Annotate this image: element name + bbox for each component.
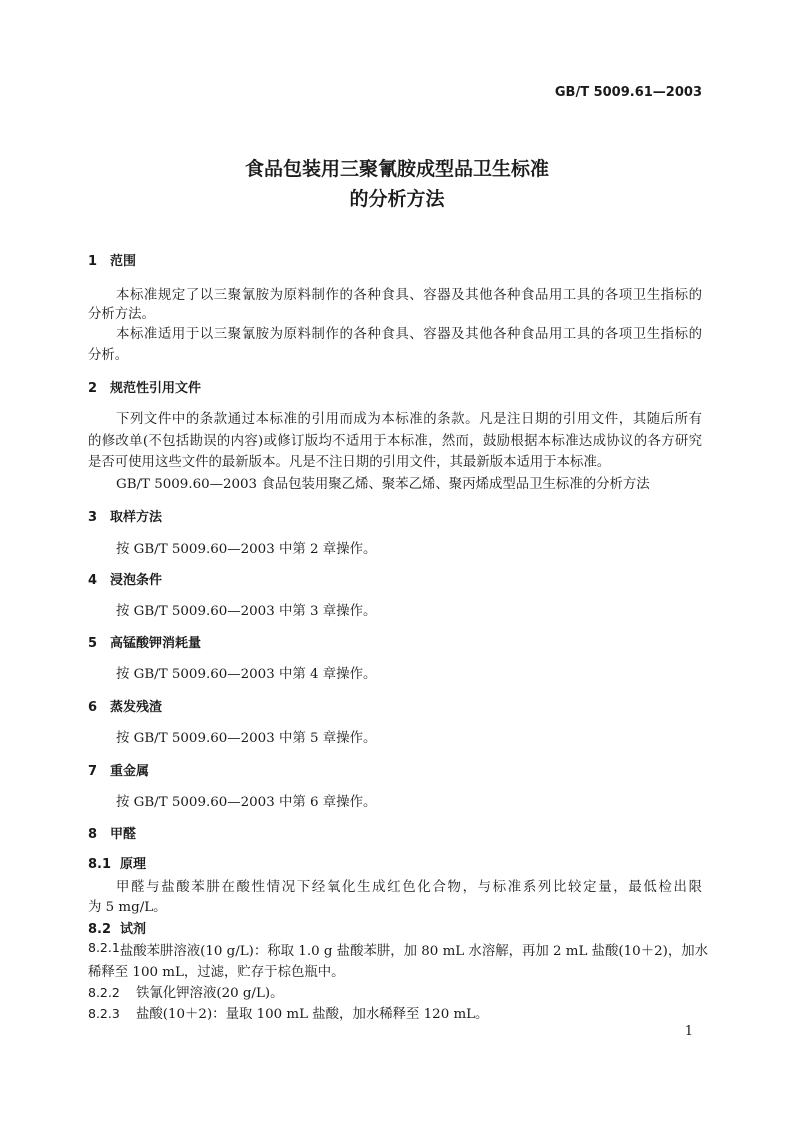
standard-code: GB/T 5009.61—2003 <box>554 85 702 100</box>
reagent-8-2-1 <box>88 940 708 959</box>
section-5-text: 按 GB/T 5009.60—2003 中第 4 章操作。 <box>116 667 377 682</box>
reagent-number: 8.2.3 <box>88 1006 120 1021</box>
subsection-title: 试剂 <box>120 922 147 937</box>
section-2-line-1: 下列文件中的条款通过本标准的引用而成为本标准的条款。凡是注日期的引用文件，其随后所有 <box>116 412 702 427</box>
section-3-text: 按 GB/T 5009.60—2003 中第 2 章操作。 <box>116 542 377 557</box>
section-2-line-2: 的修改单(不包括勘误的内容)或修订版均不适用于本标准，然而，鼓励根据本标准达成协议的各方研究 <box>88 434 702 449</box>
section-title: 取样方法 <box>110 510 163 525</box>
document-title-line-2: 的分析方法 <box>349 188 445 210</box>
reagent-8-2-1-line-2: 稀释至 100 mL，过滤，贮存于棕色瓶中。 <box>88 965 345 980</box>
subsection-number: 8.1 <box>88 857 112 872</box>
subsection-8-1-heading <box>88 853 146 872</box>
section-number: 4 <box>88 573 98 588</box>
section-title: 规范性引用文件 <box>110 381 202 396</box>
section-number: 5 <box>88 636 98 651</box>
reagent-number: 8.2.2 <box>88 985 120 1000</box>
reagent-text: 铁氰化钾溶液(20 g/L)。 <box>136 986 284 1001</box>
section-title: 浸泡条件 <box>110 573 163 588</box>
section-2-line-3: 是否可使用这些文件的最新版本。凡是不注日期的引用文件，其最新版本适用于本标准。 <box>88 455 611 470</box>
subsection-8-2-heading <box>88 918 146 937</box>
section-1-paragraph-1-line-2: 分析方法。 <box>88 307 155 322</box>
document-title-line-1: 食品包装用三聚氰胺成型品卫生标准 <box>244 158 549 180</box>
section-number: 6 <box>88 700 98 715</box>
section-title: 甲醛 <box>110 827 137 842</box>
section-number: 8 <box>88 827 98 842</box>
reagent-8-2-1-line-1: 盐酸苯肼溶液(10 g/L)：称取 1.0 g 盐酸苯肼，加 80 mL 水溶解，再加 2 mL 盐酸(10＋2)，加水 <box>119 944 708 959</box>
section-7-heading <box>88 760 149 779</box>
section-number: 2 <box>88 381 98 396</box>
section-6-heading <box>88 696 162 715</box>
section-5-heading <box>88 632 201 651</box>
section-1-paragraph-2-line-1: 本标准适用于以三聚氰胺为原料制作的各种食具、容器及其他各种食品用工具的各项卫生指标的 <box>116 327 702 342</box>
reagent-text: 盐酸(10＋2)：量取 100 mL 盐酸，加水稀释至 120 mL。 <box>136 1007 489 1022</box>
section-1-heading <box>88 250 136 269</box>
section-number: 7 <box>88 764 98 779</box>
section-8-heading <box>88 823 136 842</box>
section-title: 高锰酸钾消耗量 <box>110 636 202 651</box>
reagent-8-2-3 <box>88 1003 488 1022</box>
section-1-paragraph-1-line-1: 本标准规定了以三聚氰胺为原料制作的各种食具、容器及其他各种食品用工具的各项卫生指标的 <box>116 288 702 303</box>
subsection-8-1-line-1: 甲醛与盐酸苯肼在酸性情况下经氧化生成红色化合物，与标准系列比较定量，最低检出限 <box>116 880 702 895</box>
page-number: 1 <box>684 1024 693 1039</box>
section-7-text: 按 GB/T 5009.60—2003 中第 6 章操作。 <box>116 795 377 810</box>
subsection-title: 原理 <box>120 857 147 872</box>
subsection-8-1-line-2: 为 5 mg/L。 <box>88 900 167 915</box>
normative-reference: GB/T 5009.60—2003 食品包装用聚乙烯、聚苯乙烯、聚丙烯成型品卫生标准的分析方法 <box>116 477 650 492</box>
section-4-text: 按 GB/T 5009.60—2003 中第 3 章操作。 <box>116 604 377 619</box>
section-4-heading <box>88 569 162 588</box>
section-number: 1 <box>88 254 98 269</box>
subsection-number: 8.2 <box>88 922 112 937</box>
section-number: 3 <box>88 510 98 525</box>
section-title: 重金属 <box>110 764 150 779</box>
section-3-heading <box>88 506 162 525</box>
section-1-paragraph-2-line-2: 分析。 <box>88 348 129 363</box>
section-title: 范围 <box>110 254 137 269</box>
section-6-text: 按 GB/T 5009.60—2003 中第 5 章操作。 <box>116 731 377 746</box>
section-2-heading <box>88 377 201 396</box>
reagent-number: 8.2.1 <box>88 940 120 955</box>
section-title: 蒸发残渣 <box>110 700 163 715</box>
reagent-8-2-2 <box>88 982 283 1001</box>
